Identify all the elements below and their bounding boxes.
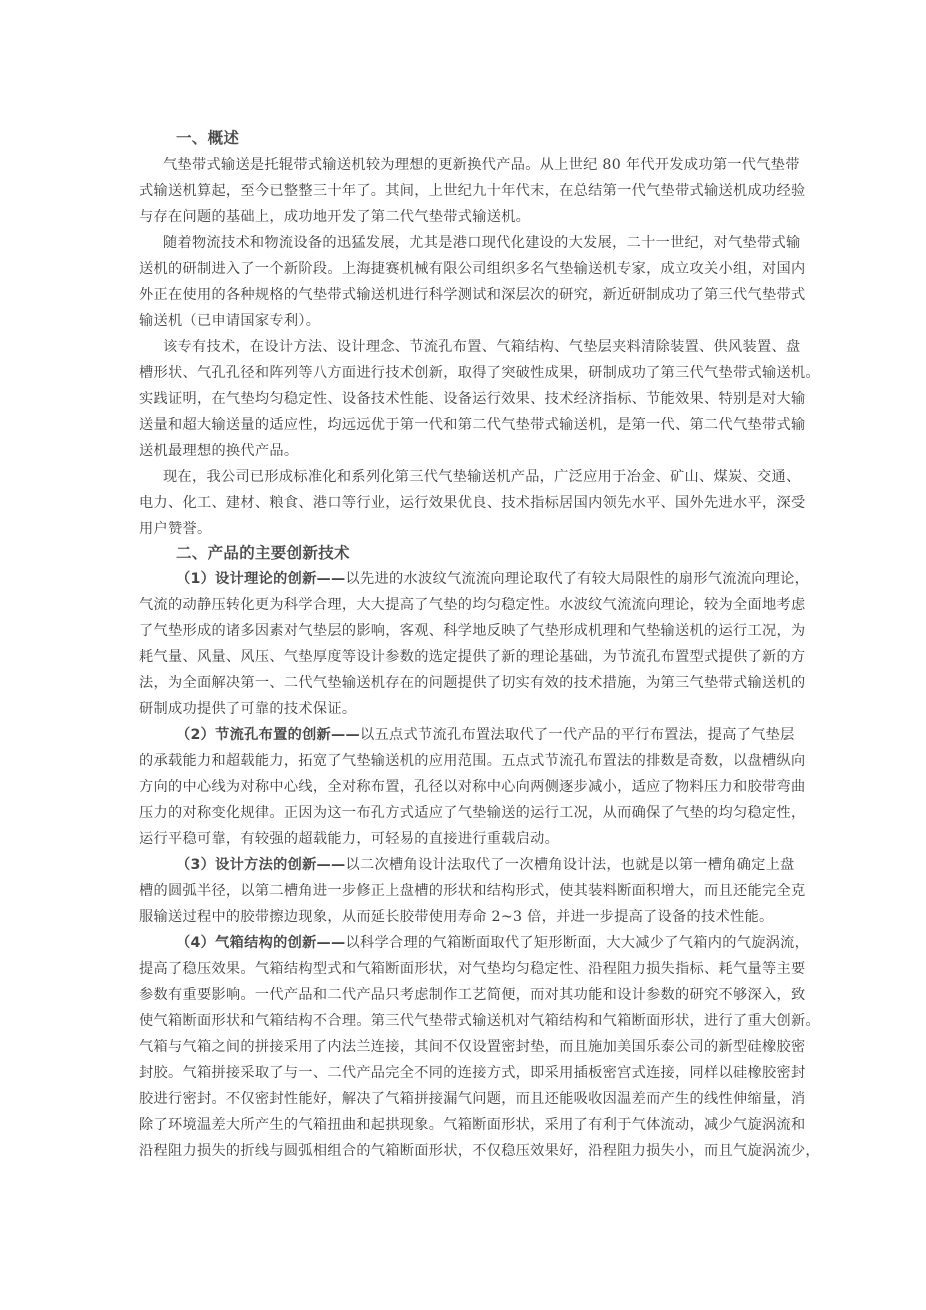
- paragraph-line: 槽形状、气孔孔径和阵列等八方面进行技术创新，取得了突破性成果，研制成功了第三代气垫带式输送机。: [139, 365, 820, 381]
- item-title: （4）气箱结构的创新——: [176, 935, 346, 951]
- item-text: 以先进的水波纹气流流向理论取代了有较大局限性的扇形气流流向理论，: [345, 571, 810, 587]
- paragraph-line: 耗气量、风量、风压、气垫厚度等设计参数的选定提供了新的理论基础，为节流孔布置型式提供了新的方: [139, 649, 806, 665]
- paragraph-line: 外正在使用的各种规格的气垫带式输送机进行科学测试和深层次的研究，新近研制成功了第三代气垫带式: [139, 287, 806, 303]
- paragraph-line: 参数有重要影响。一代产品和二代产品只考虑制作工艺简便，而对其功能和设计参数的研究不够深入，致: [139, 987, 806, 1003]
- paragraph-line: 气垫带式输送是托辊带式输送机较为理想的更新换代产品。从上世纪 80 年代开发成功第一代气垫带: [163, 157, 800, 173]
- section-heading-overview: 一、概述: [176, 129, 240, 147]
- item-text: 以五点式节流孔布置法取代了一代产品的平行布置法，提高了气垫层: [360, 727, 795, 743]
- paragraph-line: 随着物流技术和物流设备的迅猛发展，尤其是港口现代化建设的大发展，二十一世纪，对气垫带式输: [163, 235, 801, 251]
- paragraph-line: 该专有技术，在设计方法、设计理念、节流孔布置、气箱结构、气垫层夹料清除装置、供风装置、盘: [163, 339, 801, 355]
- item-first-line: [176, 725, 836, 745]
- paragraph-line: 气箱与气箱之间的拼接采用了内法兰连接，其间不仅设置密封垫，而且施加美国乐泰公司的新型硅橡胶密: [139, 1039, 806, 1055]
- paragraph-line: 了气垫形成的诸多因素对气垫层的影响，客观、科学地反映了气垫形成机理和气垫输送机的运行工况，为: [139, 623, 806, 639]
- paragraph-line: 现在，我公司已形成标准化和系列化第三代气垫输送机产品，广泛应用于冶金、矿山、煤炭、交通、: [163, 469, 801, 485]
- item-title: （2）节流孔布置的创新——: [176, 727, 361, 743]
- paragraph-line: 送机最理想的换代产品。: [139, 443, 299, 459]
- paragraph-line: 实践证明，在气垫均匀稳定性、设备技术性能、设备运行效果、技术经济指标、节能效果、特别是对大输: [139, 391, 806, 407]
- item-text: 以二次槽角设计法取代了一次槽角设计法，也就是以第一槽角确定上盘: [345, 857, 795, 873]
- paragraph-line: 送量和超大输送量的适应性，均远远优于第一代和第二代气垫带式输送机，是第一代、第二代气垫带式输: [139, 417, 806, 433]
- item-text: 以科学合理的气箱断面取代了矩形断面，大大减少了气箱内的气旋涡流，: [345, 935, 810, 951]
- paragraph-line: 压力的对称变化规律。正因为这一布孔方式适应了气垫输送的运行工况，从而确保了气垫的均匀稳定性，: [139, 805, 806, 821]
- paragraph-line: 与存在问题的基础上，成功地开发了第二代气垫带式输送机。: [139, 209, 531, 225]
- paragraph-line: 送机的研制进入了一个新阶段。上海捷赛机械有限公司组织多名气垫输送机专家，成立攻关小组，对国内: [139, 261, 806, 277]
- paragraph-line: 沿程阻力损失的折线与圆弧相组合的气箱断面形状，不仅稳压效果好，沿程阻力损失小，而且气旋涡流少，: [139, 1143, 820, 1159]
- paragraph-line: 电力、化工、建材、粮食、港口等行业，运行效果优良、技术指标居国内领先水平、国外先进水平，深受: [139, 495, 806, 511]
- item-first-line: [176, 569, 836, 589]
- paragraph-line: 方向的中心线为对称中心线，全对称布置，孔径以对称中心向两侧逐步减小，适应了物料压力和胶带弯曲: [139, 779, 806, 795]
- item-title: （1）设计理论的创新——: [176, 571, 346, 587]
- paragraph-line: 提高了稳压效果。气箱结构型式和气箱断面形状，对气垫均匀稳定性、沿程阻力损失指标、耗气量等主要: [139, 961, 806, 977]
- paragraph-line: 研制成功提供了可靠的技术保证。: [139, 701, 357, 717]
- paragraph-line: 输送机（已申请国家专利）。: [139, 313, 321, 329]
- item-title: （3）设计方法的创新——: [176, 857, 346, 873]
- paragraph-line: 气流的动静压转化更为科学合理，大大提高了气垫的均匀稳定性。水波纹气流流向理论，较为全面地考虑: [139, 597, 806, 613]
- section-heading-innovations: 二、产品的主要创新技术: [176, 544, 350, 562]
- item-first-line: [176, 855, 836, 875]
- paragraph-line: 运行平稳可靠，有较强的超载能力，可轻易的直接进行重载启动。: [139, 831, 560, 847]
- paragraph-line: 法，为全面解决第一、二代气垫输送机存在的问题提供了切实有效的技术措施，为第三气垫带式输送机的: [139, 675, 806, 691]
- paragraph-line: 封胶。气箱拼接采取了与一、二代产品完全不同的连接方式，即采用插板密宫式连接，同样以硅橡胶密封: [139, 1065, 806, 1081]
- paragraph-line: 槽的圆弧半径，以第二槽角进一步修正上盘槽的形状和结构形式，使其装料断面积增大，而且还能完全克: [139, 883, 806, 899]
- paragraph-line: 式输送机算起，至今已整整三十年了。其间，上世纪九十年代末，在总结第一代气垫带式输送机成功经验: [139, 183, 806, 199]
- paragraph-line: 的承载能力和超载能力，拓宽了气垫输送机的应用范围。五点式节流孔布置法的排数是奇数，以盘槽纵向: [139, 753, 806, 769]
- paragraph-line: 胶进行密封。不仅密封性能好，解决了气箱拼接漏气问题，而且还能吸收因温差而产生的线性伸缩量，消: [139, 1091, 806, 1107]
- item-first-line: [176, 933, 836, 953]
- paragraph-line: 用户赞誉。: [139, 521, 212, 537]
- paragraph-line: 使气箱断面形状和气箱结构不合理。第三代气垫带式输送机对气箱结构和气箱断面形状，进行了重大创新。: [139, 1013, 820, 1029]
- paragraph-line: 服输送过程中的胶带擦边现象，从而延长胶带使用寿命 2~3 倍，并进一步提高了设备的技术性能。: [139, 909, 774, 925]
- paragraph-line: 除了环境温差大所产生的气箱扭曲和起拱现象。气箱断面形状，采用了有利于气体流动，减少气旋涡流和: [139, 1117, 806, 1133]
